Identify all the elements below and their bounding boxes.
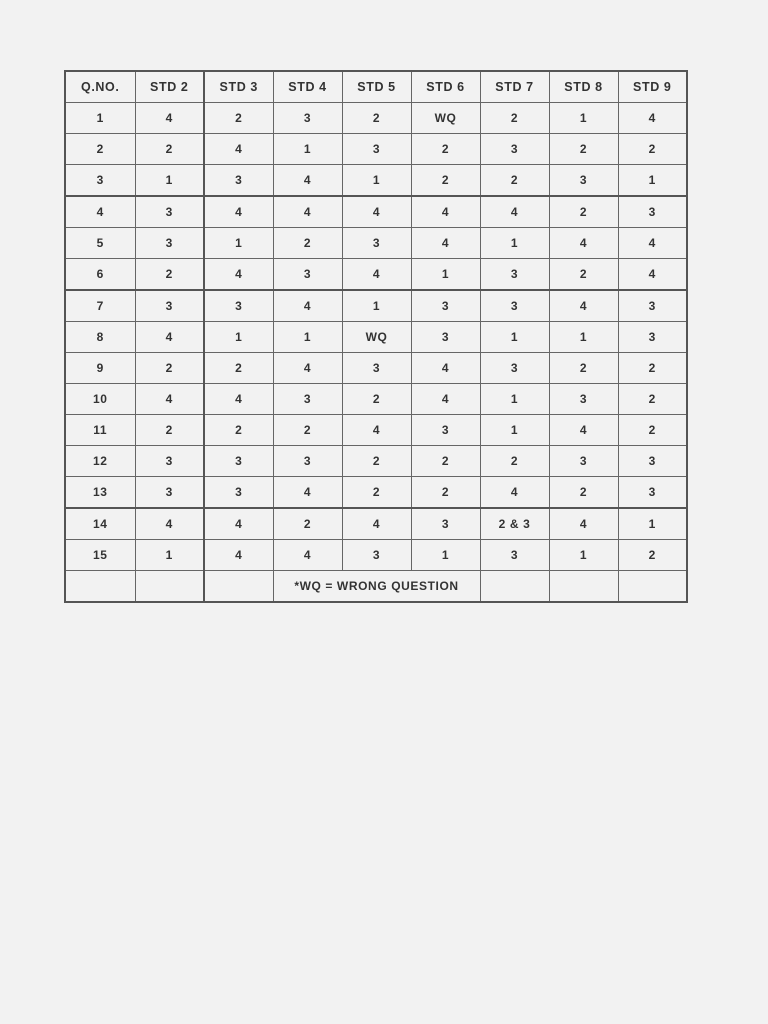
table-row bbox=[65, 384, 687, 415]
empty-cell bbox=[204, 571, 273, 603]
cell-std-5: WQ bbox=[342, 322, 411, 353]
cell-std-3: 3 bbox=[204, 446, 273, 477]
cell-qno: 11 bbox=[65, 415, 135, 446]
cell-std-4: 3 bbox=[273, 446, 342, 477]
cell-qno: 9 bbox=[65, 353, 135, 384]
cell-std-2: 4 bbox=[135, 103, 204, 134]
header-std-6: STD 6 bbox=[411, 71, 480, 103]
cell-std-5: 2 bbox=[342, 446, 411, 477]
cell-qno: 2 bbox=[65, 134, 135, 165]
cell-std-5: 3 bbox=[342, 540, 411, 571]
cell-std-6: 3 bbox=[411, 322, 480, 353]
cell-qno: 8 bbox=[65, 322, 135, 353]
table-row bbox=[65, 508, 687, 540]
cell-std-6: 4 bbox=[411, 384, 480, 415]
header-std-3: STD 3 bbox=[204, 71, 273, 103]
header-row bbox=[65, 71, 687, 103]
cell-std-2: 4 bbox=[135, 384, 204, 415]
cell-std-6: 2 bbox=[411, 446, 480, 477]
cell-qno: 12 bbox=[65, 446, 135, 477]
cell-std-5: 4 bbox=[342, 415, 411, 446]
header-std-9: STD 9 bbox=[618, 71, 687, 103]
cell-std-7: 2 bbox=[480, 446, 549, 477]
cell-std-9: 4 bbox=[618, 103, 687, 134]
cell-std-2: 2 bbox=[135, 259, 204, 291]
cell-std-7: 2 bbox=[480, 103, 549, 134]
cell-std-8: 1 bbox=[549, 540, 618, 571]
cell-std-7: 3 bbox=[480, 290, 549, 322]
cell-std-2: 1 bbox=[135, 540, 204, 571]
cell-std-7: 3 bbox=[480, 540, 549, 571]
empty-cell bbox=[135, 571, 204, 603]
cell-std-5: 4 bbox=[342, 259, 411, 291]
cell-std-3: 4 bbox=[204, 508, 273, 540]
cell-std-4: 4 bbox=[273, 165, 342, 197]
cell-std-8: 4 bbox=[549, 415, 618, 446]
cell-std-2: 3 bbox=[135, 477, 204, 509]
cell-std-8: 4 bbox=[549, 508, 618, 540]
cell-qno: 10 bbox=[65, 384, 135, 415]
empty-cell bbox=[480, 571, 549, 603]
cell-std-8: 1 bbox=[549, 103, 618, 134]
cell-std-6: 1 bbox=[411, 259, 480, 291]
table-row bbox=[65, 134, 687, 165]
cell-std-6: 1 bbox=[411, 540, 480, 571]
cell-std-2: 3 bbox=[135, 290, 204, 322]
table-row bbox=[65, 322, 687, 353]
cell-std-6: 4 bbox=[411, 196, 480, 228]
answer-rows bbox=[65, 103, 687, 571]
cell-std-4: 2 bbox=[273, 508, 342, 540]
cell-std-5: 4 bbox=[342, 196, 411, 228]
cell-std-7: 1 bbox=[480, 322, 549, 353]
header-qno: Q.NO. bbox=[65, 71, 135, 103]
cell-std-9: 2 bbox=[618, 353, 687, 384]
empty-cell bbox=[618, 571, 687, 603]
cell-std-8: 2 bbox=[549, 196, 618, 228]
cell-std-8: 2 bbox=[549, 259, 618, 291]
cell-std-3: 2 bbox=[204, 415, 273, 446]
cell-std-3: 3 bbox=[204, 290, 273, 322]
cell-std-9: 4 bbox=[618, 228, 687, 259]
table-row bbox=[65, 477, 687, 509]
cell-std-5: 3 bbox=[342, 353, 411, 384]
cell-std-8: 4 bbox=[549, 290, 618, 322]
cell-std-4: 3 bbox=[273, 384, 342, 415]
cell-std-2: 3 bbox=[135, 446, 204, 477]
cell-std-9: 3 bbox=[618, 477, 687, 509]
answer-key-table bbox=[64, 70, 688, 603]
table-row bbox=[65, 165, 687, 197]
cell-std-4: 4 bbox=[273, 477, 342, 509]
cell-std-7: 2 bbox=[480, 165, 549, 197]
cell-std-4: 2 bbox=[273, 415, 342, 446]
cell-std-4: 2 bbox=[273, 228, 342, 259]
cell-std-9: 2 bbox=[618, 134, 687, 165]
cell-qno: 14 bbox=[65, 508, 135, 540]
cell-std-7: 1 bbox=[480, 384, 549, 415]
cell-std-3: 4 bbox=[204, 540, 273, 571]
cell-std-2: 1 bbox=[135, 165, 204, 197]
table-row bbox=[65, 103, 687, 134]
cell-std-5: 3 bbox=[342, 228, 411, 259]
cell-std-7: 1 bbox=[480, 228, 549, 259]
cell-std-3: 1 bbox=[204, 322, 273, 353]
cell-std-3: 3 bbox=[204, 165, 273, 197]
cell-std-9: 4 bbox=[618, 259, 687, 291]
cell-std-6: 3 bbox=[411, 290, 480, 322]
cell-std-3: 4 bbox=[204, 134, 273, 165]
cell-std-9: 3 bbox=[618, 446, 687, 477]
cell-std-9: 2 bbox=[618, 415, 687, 446]
table-row bbox=[65, 540, 687, 571]
cell-qno: 7 bbox=[65, 290, 135, 322]
cell-std-9: 1 bbox=[618, 165, 687, 197]
cell-std-4: 4 bbox=[273, 353, 342, 384]
table-row bbox=[65, 196, 687, 228]
empty-cell bbox=[65, 571, 135, 603]
header-std-5: STD 5 bbox=[342, 71, 411, 103]
cell-std-3: 4 bbox=[204, 384, 273, 415]
table-row bbox=[65, 290, 687, 322]
cell-std-4: 1 bbox=[273, 134, 342, 165]
cell-std-6: 2 bbox=[411, 477, 480, 509]
cell-std-5: 4 bbox=[342, 508, 411, 540]
cell-std-4: 3 bbox=[273, 259, 342, 291]
cell-std-3: 1 bbox=[204, 228, 273, 259]
cell-std-6: 2 bbox=[411, 165, 480, 197]
cell-std-2: 2 bbox=[135, 134, 204, 165]
cell-std-5: 3 bbox=[342, 134, 411, 165]
header-std-8: STD 8 bbox=[549, 71, 618, 103]
cell-std-8: 2 bbox=[549, 134, 618, 165]
cell-std-6: WQ bbox=[411, 103, 480, 134]
cell-std-5: 2 bbox=[342, 103, 411, 134]
cell-qno: 4 bbox=[65, 196, 135, 228]
cell-std-8: 3 bbox=[549, 446, 618, 477]
cell-std-8: 2 bbox=[549, 477, 618, 509]
table-row bbox=[65, 415, 687, 446]
header-std-4: STD 4 bbox=[273, 71, 342, 103]
header-std-2: STD 2 bbox=[135, 71, 204, 103]
cell-std-9: 2 bbox=[618, 384, 687, 415]
table-row bbox=[65, 259, 687, 291]
cell-std-7: 3 bbox=[480, 353, 549, 384]
cell-std-6: 3 bbox=[411, 508, 480, 540]
cell-std-6: 3 bbox=[411, 415, 480, 446]
table-row bbox=[65, 228, 687, 259]
cell-std-7: 2 & 3 bbox=[480, 508, 549, 540]
empty-cell bbox=[549, 571, 618, 603]
cell-std-8: 1 bbox=[549, 322, 618, 353]
cell-std-8: 3 bbox=[549, 165, 618, 197]
cell-std-7: 4 bbox=[480, 196, 549, 228]
cell-std-3: 2 bbox=[204, 353, 273, 384]
cell-std-9: 3 bbox=[618, 322, 687, 353]
cell-std-3: 2 bbox=[204, 103, 273, 134]
footnote-row bbox=[65, 571, 687, 603]
cell-std-8: 2 bbox=[549, 353, 618, 384]
cell-std-3: 3 bbox=[204, 477, 273, 509]
cell-qno: 13 bbox=[65, 477, 135, 509]
cell-std-4: 4 bbox=[273, 196, 342, 228]
cell-std-7: 1 bbox=[480, 415, 549, 446]
cell-std-9: 2 bbox=[618, 540, 687, 571]
cell-std-7: 3 bbox=[480, 134, 549, 165]
cell-std-4: 4 bbox=[273, 290, 342, 322]
cell-std-4: 3 bbox=[273, 103, 342, 134]
cell-qno: 3 bbox=[65, 165, 135, 197]
cell-std-6: 4 bbox=[411, 228, 480, 259]
cell-std-8: 3 bbox=[549, 384, 618, 415]
cell-std-7: 4 bbox=[480, 477, 549, 509]
cell-std-3: 4 bbox=[204, 259, 273, 291]
cell-std-8: 4 bbox=[549, 228, 618, 259]
cell-qno: 5 bbox=[65, 228, 135, 259]
cell-std-3: 4 bbox=[204, 196, 273, 228]
cell-qno: 1 bbox=[65, 103, 135, 134]
table-row bbox=[65, 446, 687, 477]
cell-std-9: 3 bbox=[618, 290, 687, 322]
cell-std-2: 2 bbox=[135, 353, 204, 384]
cell-std-4: 1 bbox=[273, 322, 342, 353]
cell-std-6: 2 bbox=[411, 134, 480, 165]
cell-std-5: 2 bbox=[342, 384, 411, 415]
cell-std-2: 3 bbox=[135, 196, 204, 228]
cell-std-9: 3 bbox=[618, 196, 687, 228]
cell-std-2: 2 bbox=[135, 415, 204, 446]
table-row bbox=[65, 353, 687, 384]
cell-qno: 15 bbox=[65, 540, 135, 571]
header-std-7: STD 7 bbox=[480, 71, 549, 103]
cell-std-7: 3 bbox=[480, 259, 549, 291]
cell-std-5: 1 bbox=[342, 290, 411, 322]
footnote: *WQ = WRONG QUESTION bbox=[273, 571, 480, 603]
cell-std-2: 4 bbox=[135, 322, 204, 353]
cell-std-6: 4 bbox=[411, 353, 480, 384]
cell-std-2: 4 bbox=[135, 508, 204, 540]
cell-std-5: 2 bbox=[342, 477, 411, 509]
answer-key-sheet bbox=[64, 70, 688, 603]
cell-std-2: 3 bbox=[135, 228, 204, 259]
cell-qno: 6 bbox=[65, 259, 135, 291]
cell-std-4: 4 bbox=[273, 540, 342, 571]
cell-std-5: 1 bbox=[342, 165, 411, 197]
cell-std-9: 1 bbox=[618, 508, 687, 540]
